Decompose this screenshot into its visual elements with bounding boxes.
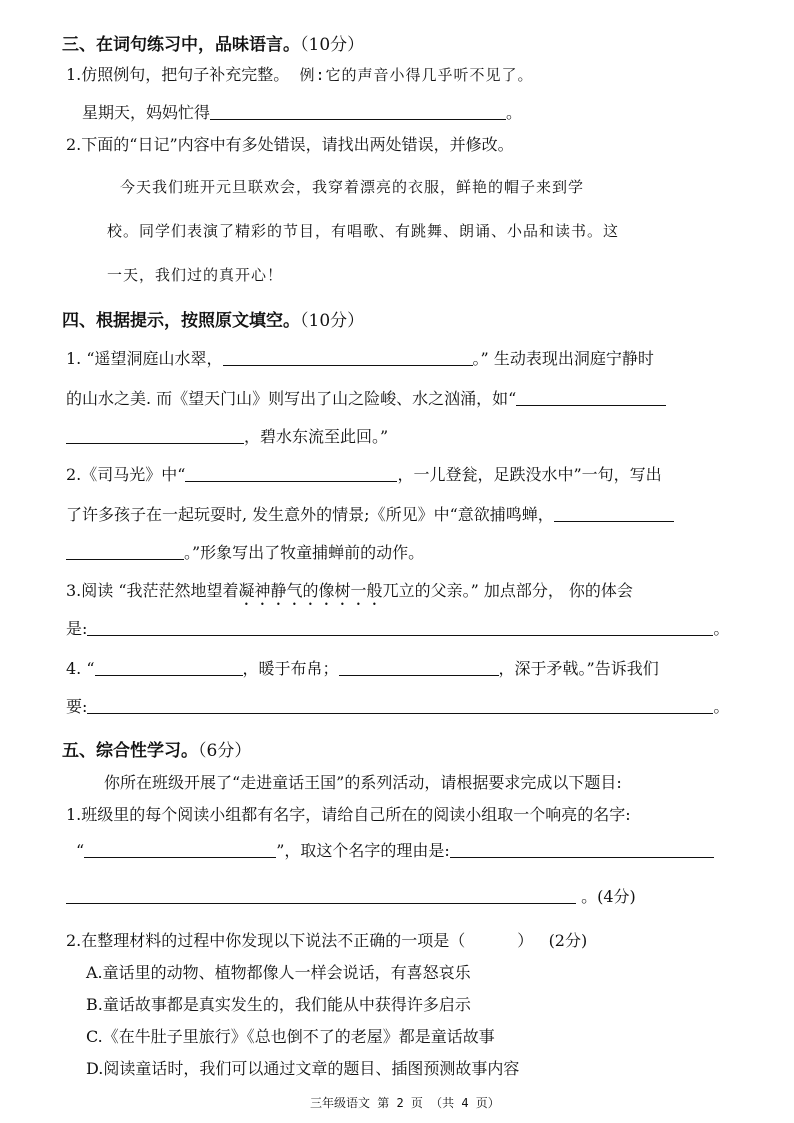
s5-question-1: 1.班级里的每个阅读小组都有名字，请给自己所在的阅读小组取一个响亮的名字: [66,805,631,824]
s4-q4-line-2: 要: 。 [66,697,730,716]
s3-question-2: 2.下面的“日记”内容中有多处错误，请找出两处错误，并修改。 [66,135,514,154]
reason-blank[interactable] [450,841,714,858]
answer-blank[interactable] [223,349,473,366]
s5-q1-reason-line: 。(4分) [66,884,636,907]
s4-q4-line-1: 4. “ ，暖于布帛； ，深于矛戟。”告诉我们 [66,659,659,678]
s4-q1-line-2: 的山水之美. 而《望天门山》则写出了山之险峻、水之汹涌，如“ [66,386,666,409]
section-4-title: 四、根据提示，按照原文填空。（10分） [62,311,365,331]
option-a: A.童话里的动物、植物都像人一样会说话，有喜怒哀乐 [86,963,471,982]
group-name-blank[interactable] [84,841,276,858]
answer-blank[interactable] [95,659,243,676]
page-footer: 三年级语文 第 2 页 （共 4 页） [310,1096,500,1110]
s4-q2-line-1: 2.《司马光》中“ ，一儿登瓮，足跌没水中”一句，写出 [66,465,662,484]
section-5-title: 五、综合性学习。（6分） [62,741,252,761]
section-3-title: 三、在词句练习中，品味语言。（10分） [62,35,365,55]
answer-blank[interactable] [185,465,397,482]
s4-q1-line-1: 1. “遥望洞庭山水翠， 。” 生动表现出洞庭宁静时 [66,349,654,368]
emphasized-phrase: 凝神静气的像树一般 [238,581,383,600]
s3-question-1: 1.仿照例句，把句子补充完整。 例:它的声音小得几乎听不见了。 [66,65,534,84]
diary-line-3: 一天，我们过的真开心！ [107,266,284,284]
s4-q2-line-2: 了许多孩子在一起玩耍时, 发生意外的情景;《所见》中“意欲捕鸣蝉， [66,502,674,525]
answer-blank[interactable] [516,389,666,406]
diary-line-1: 今天我们班开元旦联欢会，我穿着漂亮的衣服，鲜艳的帽子来到学 [120,178,585,196]
answer-blank[interactable] [87,619,713,636]
s4-q1-line-3: ，碧水东流至此回。” [66,424,388,447]
answer-blank[interactable] [554,505,674,522]
s3-q1-fill-line: 星期天，妈妈忙得 。 [82,103,523,122]
s4-q3-line-2: 是: 。 [66,619,730,638]
s4-q2-line-3: 。”形象写出了牧童捕蝉前的动作。 [66,540,424,563]
answer-blank[interactable] [66,427,244,444]
diary-line-2: 校。同学们表演了精彩的节目，有唱歌、有跳舞、朗诵、小品和读书。这 [107,222,620,240]
option-c: C.《在牛肚子里旅行》《总也倒不了的老屋》都是童话故事 [86,1027,495,1046]
option-d: D.阅读童话时，我们可以通过文章的题目、插图预测故事内容 [86,1059,520,1078]
answer-blank[interactable] [339,659,499,676]
answer-blank[interactable] [87,697,713,714]
s4-q3-line-1: 3.阅读 “我茫茫然地望着凝神静气的像树一般兀立的父亲。” 加点部分， 你的体会 [66,581,633,600]
s5-question-2: 2.在整理材料的过程中你发现以下说法不正确的一项是（ ） (2分) [66,931,588,950]
answer-blank[interactable] [66,543,184,560]
reason-blank-2[interactable] [66,887,576,904]
s5-q1-name-line: “ ”，取这个名字的理由是: [76,838,714,861]
answer-blank[interactable] [210,103,506,120]
option-b: B.童话故事都是真实发生的，我们能从中获得许多启示 [86,995,471,1014]
s5-intro: 你所在班级开展了“走进童话王国”的系列活动，请根据要求完成以下题目: [104,773,622,792]
